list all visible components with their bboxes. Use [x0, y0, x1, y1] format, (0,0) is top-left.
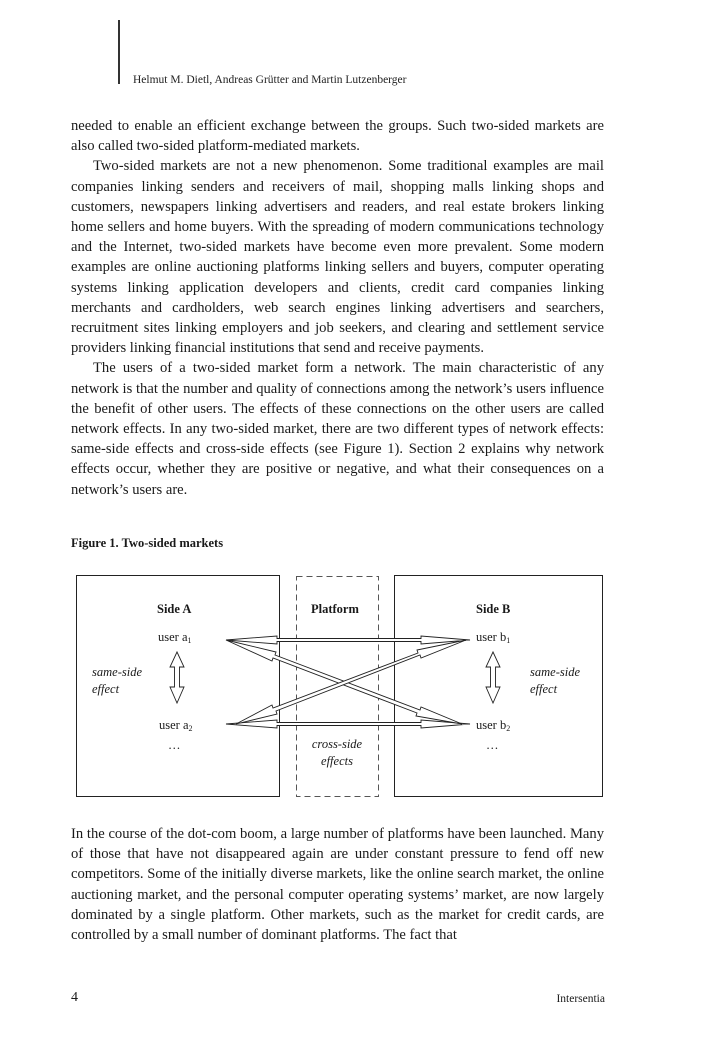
user-a2-text: user a: [159, 718, 189, 732]
running-head: Helmut M. Dietl, Andreas Grütter and Martin Lutzenberger: [133, 74, 407, 86]
platform-box: [297, 577, 379, 797]
user-a1-text: user a: [158, 630, 188, 644]
figure-caption: Figure 1. Two-sided markets: [71, 536, 224, 550]
header-rule: [118, 20, 120, 84]
arrow-a2-b2: [226, 720, 470, 728]
paragraph: In the course of the dot-com boom, a large number of platforms have been launched. Many of those that have not disappeared again are under constant pressure to fend off new competitors. Some of the initially diverse markets, like the online search market, the online auctioning market, and the personal computer operating systems’ market, are now largely dominated by a single platform. Other markets, such as the market for credit cards, are controlled by a small number of dominant platforms. The fact that: [71, 826, 604, 944]
same-side-arrow-a: [170, 652, 184, 703]
side-b-same-side-effect: [530, 664, 580, 698]
body-text-after-figure: [71, 824, 604, 945]
user-b2-subscript: 2: [506, 724, 511, 733]
effect-line-1: same-side: [530, 665, 580, 679]
effect-line-2: effect: [92, 682, 120, 696]
arrow-a1-b2: [226, 640, 462, 724]
side-a-box: [77, 576, 280, 797]
paragraph: The users of a two-sided market form a network. The main characteristic of any network is that the number and quality of connections among the network’s users influence the benefit of other users. The effects of these connections on the other users are called network effects. In any two-sided market, there are two different types of network effects: same-side effects and cross-side effects (see Figure 1). Section 2 explains why network effects occur, whether they are positive or negative, and what their consequences on a network’s users are.: [71, 360, 604, 498]
body-text-before-figure: [71, 116, 604, 500]
user-b1-label: [476, 630, 510, 645]
paragraph: needed to enable an efficient exchange between the groups. Such two-sided markets are also called two-sided platform-mediated markets.: [71, 118, 604, 155]
cross-side-effects-label: [308, 736, 366, 770]
user-b2-text: user b: [476, 718, 507, 732]
arrow-a1-b1: [226, 636, 470, 644]
effect-line-1: same-side: [92, 665, 142, 679]
publisher-name: Intersentia: [556, 993, 605, 1005]
side-a-title: Side A: [157, 602, 192, 616]
side-b-title: Side B: [476, 602, 511, 616]
effect-line-2: effect: [530, 682, 558, 696]
side-b-box: [395, 576, 603, 797]
effect-line-2: effects: [321, 754, 353, 768]
user-b2-label: [476, 718, 510, 733]
user-a1-subscript: 1: [187, 636, 192, 645]
page-number: 4: [71, 990, 78, 1005]
user-a2-subscript: 2: [188, 724, 193, 733]
side-a-same-side-effect: [92, 664, 142, 698]
side-b-ellipsis: …: [486, 738, 499, 752]
side-a-ellipsis: …: [168, 738, 181, 752]
paragraph: Two-sided markets are not a new phenomenon. Some traditional examples are mail companies linking senders and receivers of mail, shopping malls linking shops and customers, newspapers linking advertisers and readers, and real estate brokers linking home sellers and home buyers. With the spreading of modern communications technology and the Internet, two-sided markets have become even more prevalent. Some modern examples are online auctioning platforms linking sellers and buyers, computer operating systems linking application developers and clients, credit card companies linking merchants and cardholders, web search engines linking advertisers and searchers, recruitment sites linking employers and job seekers, and clearing and settlement service providers linking financial institutions that send and receive payments.: [71, 158, 604, 357]
user-a2-label: [159, 718, 193, 733]
user-a1-label: [158, 630, 192, 645]
user-b1-text: user b: [476, 630, 507, 644]
platform-title: Platform: [311, 602, 359, 616]
effect-line-1: cross-side: [311, 737, 363, 751]
arrow-a2-b1: [236, 640, 466, 724]
user-b1-subscript: 1: [506, 636, 511, 645]
same-side-arrow-b: [486, 652, 500, 703]
